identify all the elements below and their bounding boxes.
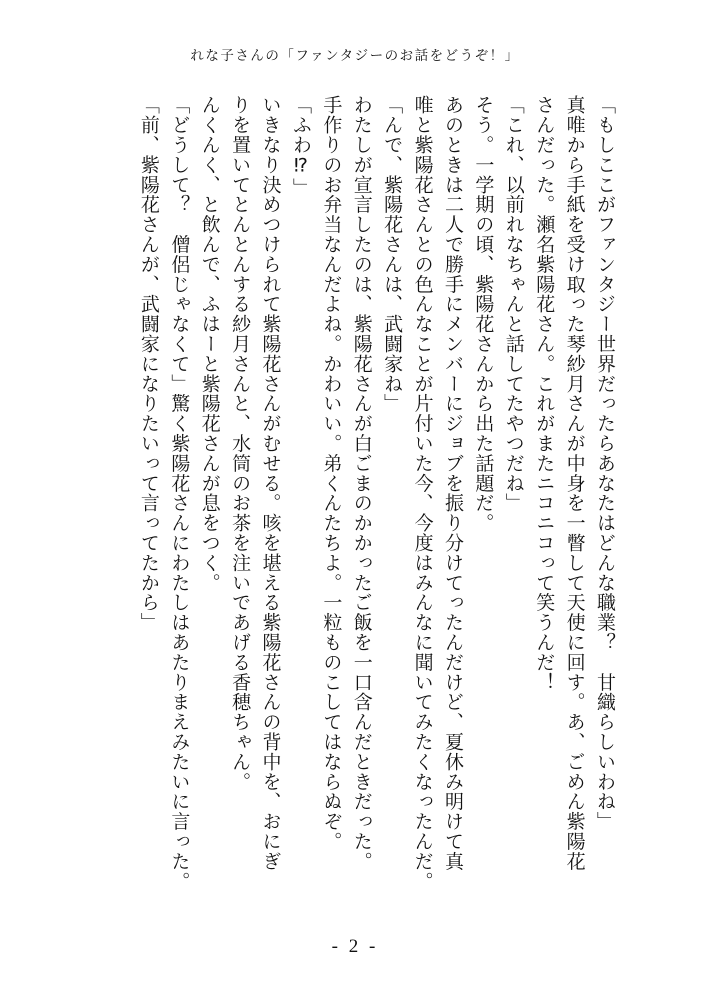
- paragraph: あのときは二人で勝手にメンバーにジョブを振り分けてったんだけど、夏休み明けて真: [441, 95, 464, 872]
- paragraph: いきなり決めつけられて紫陽花さんがむせる。咳を堪える紫陽花さんの背中を、おにぎ: [259, 95, 282, 872]
- paragraph: 「どうして？ 僧侶じゃなくて」驚く紫陽花さんにわたしはあたりまえみたいに言った。: [168, 95, 191, 891]
- novel-body-text: [120, 95, 620, 915]
- paragraph: そう。一学期の頃、紫陽花さんから出た話題だ。: [472, 95, 495, 533]
- running-header: れな子さんの「ファンタジーのお話をどうぞ！」: [190, 48, 520, 64]
- paragraph: 「前、紫陽花さんが、武闘家になりたいって言ってたから」: [137, 95, 160, 633]
- paragraph: 「もしここがファンタジー世界だったらあなたはどんな職業？ 甘織らしいわね」: [594, 95, 616, 832]
- paragraph: わたしが宣言したのは、紫陽花さんが白ごまのかかったご飯を一口含んだときだった。: [350, 95, 373, 872]
- paragraph: 手作りのお弁当なんだよね。かわいい。弟くんたちよ。一粒ものこしてはならぬぞ。: [320, 95, 343, 852]
- paragraph: 「ふわ⁉」: [289, 95, 312, 198]
- page-number: - 2 -: [331, 936, 379, 957]
- paragraph: 唯と紫陽花さんとの色んなことが片付いた今、今度はみんなに聞いてみたくなったんだ。: [411, 95, 434, 891]
- paragraph: さんだった。瀬名紫陽花さん。これがまたニコニコって笑うんだ！: [533, 95, 556, 692]
- paragraph: 真唯から手紙を受け取った琴紗月さんが中身を一瞥して天使に回す。あ、ごめん紫陽花: [563, 95, 586, 872]
- paragraph: んくんく、と飲んで、ふはーと紫陽花さんが息をつく。: [198, 95, 221, 593]
- paragraph: 「んで、紫陽花さんは、武闘家ね」: [381, 95, 404, 414]
- paragraph: 「これ、以前れなちゃんと話してたやつだね」: [502, 95, 525, 513]
- paragraph: りを置いてとんとんする紗月さんと、水筒のお茶を注いであげる香穂ちゃん。: [229, 95, 252, 792]
